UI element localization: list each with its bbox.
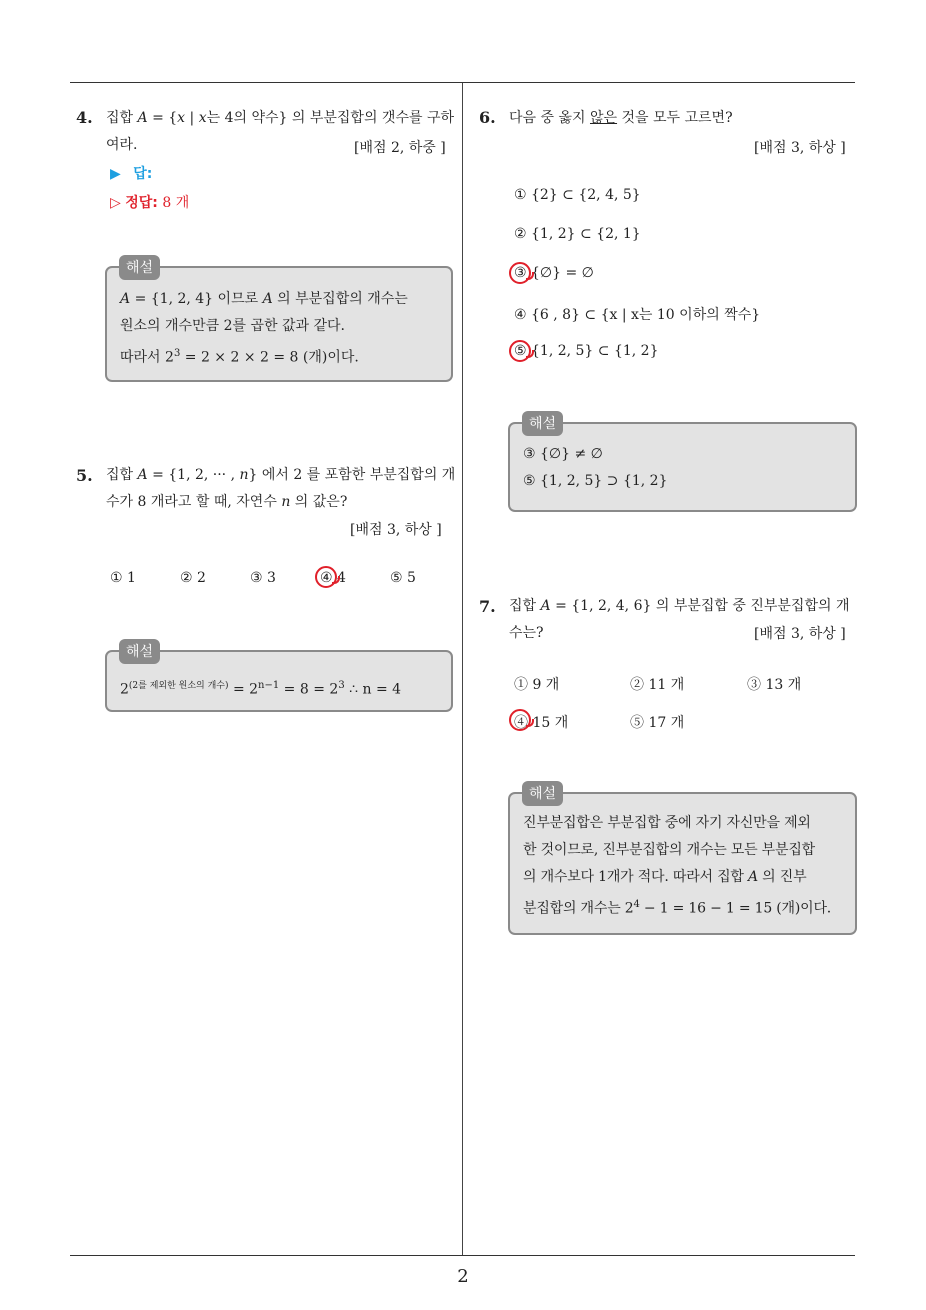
q6-choice-1[interactable]: ① {2} ⊂ {2, 4, 5} bbox=[514, 187, 641, 203]
q4-text: 집합 A = {x | x는 4의 약수} 의 부분집합의 갯수를 구하여라. bbox=[106, 110, 454, 153]
q7-text: 집합 A = {1, 2, 4, 6} 의 부분집합 중 진부분집합의 개수는? bbox=[509, 598, 850, 641]
q5-meta: [배점 3, 하상 ] bbox=[350, 522, 442, 538]
bottom-rule bbox=[70, 1255, 855, 1256]
q4-explanation-text: A = {1, 2, 4} 이므로 A 의 부분집합의 개수는 원소의 개수만큼 2를 곱한 값과 같다. 따라서 $2^3 = 2 \times 2 \times 2 = 8$ (개)이다. bbox=[120, 291, 408, 366]
q6-choice-5[interactable]: ⑤ {1, 2, 5} ⊂ {1, 2} bbox=[514, 343, 659, 359]
q6-explanation-text: ③ {∅} ≠ ∅ ⑤ {1, 2, 5} ⊃ {1, 2} bbox=[523, 446, 668, 489]
q4-explanation-tag: 해설 bbox=[119, 255, 160, 280]
q7-choice-5[interactable]: ⑤ 17 개 bbox=[630, 715, 685, 731]
q6-explanation-box bbox=[508, 416, 857, 512]
q6-text: 다음 중 옳지 않은 것을 모두 고르면? bbox=[509, 110, 733, 126]
q7-explanation-box bbox=[508, 786, 857, 935]
q5-choice-2[interactable]: ② 2 bbox=[180, 570, 206, 586]
q6-number: 6. bbox=[479, 108, 496, 127]
q7-explanation-text: 진부분집합은 부분집합 중에 자기 자신만을 제외 한 것이므로, 진부분집합의 개수는 모든 부분집합 의 개수보다 1개가 적다. 따라서 집합 A 의 진부 분집합의 개수는 $2^4 - 1 = 16 - 1 = 15$ (개)이다. bbox=[523, 815, 832, 917]
q5-explanation-box bbox=[105, 644, 453, 712]
q7-choice-1[interactable]: ① 9 개 bbox=[514, 677, 560, 693]
selected-mark-icon bbox=[509, 709, 531, 731]
q7-choice-3[interactable]: ③ 13 개 bbox=[747, 677, 802, 693]
q7-choice-4[interactable]: ④ 15 개 bbox=[514, 715, 569, 731]
q7-explanation-tag: 해설 bbox=[522, 781, 563, 806]
q4-explanation-box bbox=[105, 260, 453, 382]
q6-meta: [배점 3, 하상 ] bbox=[754, 140, 846, 156]
q5-choice-3[interactable]: ③ 3 bbox=[250, 570, 276, 586]
q5-choice-5[interactable]: ⑤ 5 bbox=[390, 570, 416, 586]
selected-mark-icon bbox=[509, 262, 531, 284]
q7-number: 7. bbox=[479, 597, 496, 616]
q5-number: 5. bbox=[76, 466, 93, 485]
q7-meta: [배점 3, 하상 ] bbox=[754, 626, 846, 642]
selected-mark-icon bbox=[315, 566, 337, 588]
play-icon: ▶ bbox=[110, 166, 121, 182]
selected-mark-icon bbox=[509, 340, 531, 362]
q4-number: 4. bbox=[76, 108, 93, 127]
q7-choice-2[interactable]: ② 11 개 bbox=[630, 677, 685, 693]
q4-correct-line bbox=[110, 192, 189, 212]
q4-correct-label: 정답: bbox=[125, 195, 158, 211]
q5-explanation-text: $2^{(2를 제외한 원소의 개수)} = 2^{n-1} = 8 = 2^3$ ∴ n = 4 bbox=[120, 680, 402, 698]
column-divider bbox=[462, 83, 463, 1255]
q6-choice-2[interactable]: ② {1, 2} ⊂ {2, 1} bbox=[514, 226, 641, 242]
q5-choice-4[interactable]: ④ 4 bbox=[320, 570, 346, 586]
q4-meta: [배점 2, 하중 ] bbox=[354, 140, 446, 156]
q6-explanation-tag: 해설 bbox=[522, 411, 563, 436]
q4-answer-line bbox=[110, 163, 152, 183]
q4-answer-label: 답: bbox=[133, 166, 153, 182]
q5-explanation-tag: 해설 bbox=[119, 639, 160, 664]
q6-choice-4[interactable]: ④ {6 , 8} ⊂ {x | x는 10 이하의 짝수} bbox=[514, 307, 761, 323]
q5-text: 집합 A = {1, 2, ··· , n} 에서 2 를 포함한 부분집합의 개수가 8 개라고 할 때, 자연수 n 의 값은? bbox=[106, 467, 456, 510]
q5-choice-1[interactable]: ① 1 bbox=[110, 570, 136, 586]
q4-correct-value: 8 개 bbox=[162, 195, 190, 211]
page-number: 2 bbox=[457, 1266, 469, 1287]
outline-play-icon: ▷ bbox=[110, 195, 121, 211]
q6-choice-3[interactable]: ③ {∅} = ∅ bbox=[514, 265, 594, 281]
